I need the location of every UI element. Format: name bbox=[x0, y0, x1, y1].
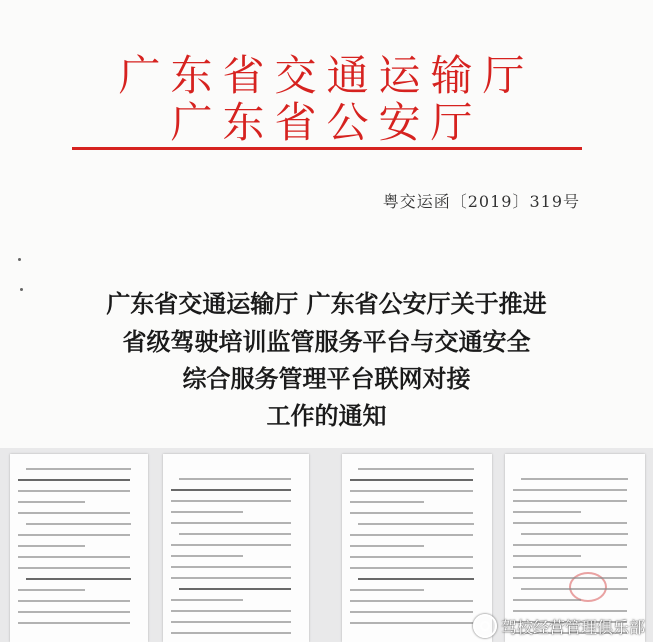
text-line bbox=[171, 610, 291, 612]
text-line bbox=[171, 489, 291, 491]
text-line bbox=[350, 545, 424, 547]
text-line bbox=[513, 489, 627, 491]
text-line bbox=[26, 523, 131, 525]
text-line bbox=[350, 589, 424, 591]
text-line bbox=[350, 567, 473, 569]
text-line bbox=[171, 522, 291, 524]
text-line bbox=[513, 544, 627, 546]
text-line bbox=[18, 556, 130, 558]
text-line bbox=[521, 533, 628, 535]
text-line bbox=[18, 534, 130, 536]
text-line bbox=[18, 611, 130, 613]
text-line bbox=[171, 544, 291, 546]
text-line bbox=[26, 468, 131, 470]
watermark-text: 驾校经营管理俱乐部 bbox=[500, 617, 645, 637]
text-line bbox=[18, 501, 85, 503]
text-line bbox=[358, 578, 474, 580]
text-line bbox=[18, 545, 85, 547]
text-line bbox=[513, 500, 627, 502]
text-line bbox=[18, 512, 130, 514]
text-line bbox=[521, 478, 628, 480]
text-line bbox=[358, 523, 474, 525]
text-line bbox=[513, 555, 581, 557]
text-line bbox=[350, 512, 473, 514]
text-line bbox=[18, 479, 130, 481]
text-line bbox=[18, 589, 85, 591]
text-line bbox=[18, 490, 130, 492]
text-line bbox=[179, 478, 291, 480]
watermark bbox=[473, 614, 645, 638]
text-line bbox=[513, 511, 581, 513]
scan-mark bbox=[20, 288, 23, 291]
issuer-line-1: 广东省交通运输厅 bbox=[118, 51, 535, 100]
text-line bbox=[179, 533, 291, 535]
title-line-2: 省级驾驶培训监管服务平台与交通安全 bbox=[122, 327, 531, 356]
text-line bbox=[513, 522, 627, 524]
text-line bbox=[513, 566, 627, 568]
text-line bbox=[350, 622, 473, 624]
text-line bbox=[350, 490, 473, 492]
text-line bbox=[171, 599, 243, 601]
text-line bbox=[513, 599, 581, 601]
text-line bbox=[350, 556, 473, 558]
text-line bbox=[350, 611, 473, 613]
text-line bbox=[18, 622, 130, 624]
red-divider bbox=[72, 147, 582, 150]
text-line bbox=[18, 600, 130, 602]
page-thumbnail-2[interactable] bbox=[163, 454, 309, 642]
text-line bbox=[513, 577, 627, 579]
text-line bbox=[350, 501, 424, 503]
text-line bbox=[171, 632, 291, 634]
text-line bbox=[513, 610, 627, 612]
text-line bbox=[358, 468, 474, 470]
text-line bbox=[350, 534, 473, 536]
page-thumbnail-3[interactable] bbox=[342, 454, 492, 642]
title-line-3: 综合服务管理平台联网对接 bbox=[182, 364, 471, 393]
text-line bbox=[171, 555, 243, 557]
issuer-line-2: 广东省公安厅 bbox=[170, 98, 483, 147]
text-line bbox=[171, 577, 291, 579]
text-line bbox=[171, 566, 291, 568]
text-line bbox=[171, 621, 291, 623]
text-line bbox=[350, 479, 473, 481]
text-line bbox=[18, 567, 130, 569]
text-line bbox=[521, 588, 628, 590]
page-thumbnail-1[interactable] bbox=[10, 454, 148, 642]
text-line bbox=[350, 600, 473, 602]
wechat-icon bbox=[473, 614, 497, 638]
text-line bbox=[171, 500, 291, 502]
title-line-4: 工作的通知 bbox=[266, 401, 387, 430]
text-line bbox=[179, 588, 291, 590]
text-line bbox=[171, 511, 243, 513]
title-line-1: 广东省交通运输厅 广东省公安厅关于推进 bbox=[106, 289, 547, 318]
text-line bbox=[26, 578, 131, 580]
document-number: 粤交运函〔2019〕319号 bbox=[382, 192, 580, 211]
scan-mark bbox=[18, 258, 21, 261]
